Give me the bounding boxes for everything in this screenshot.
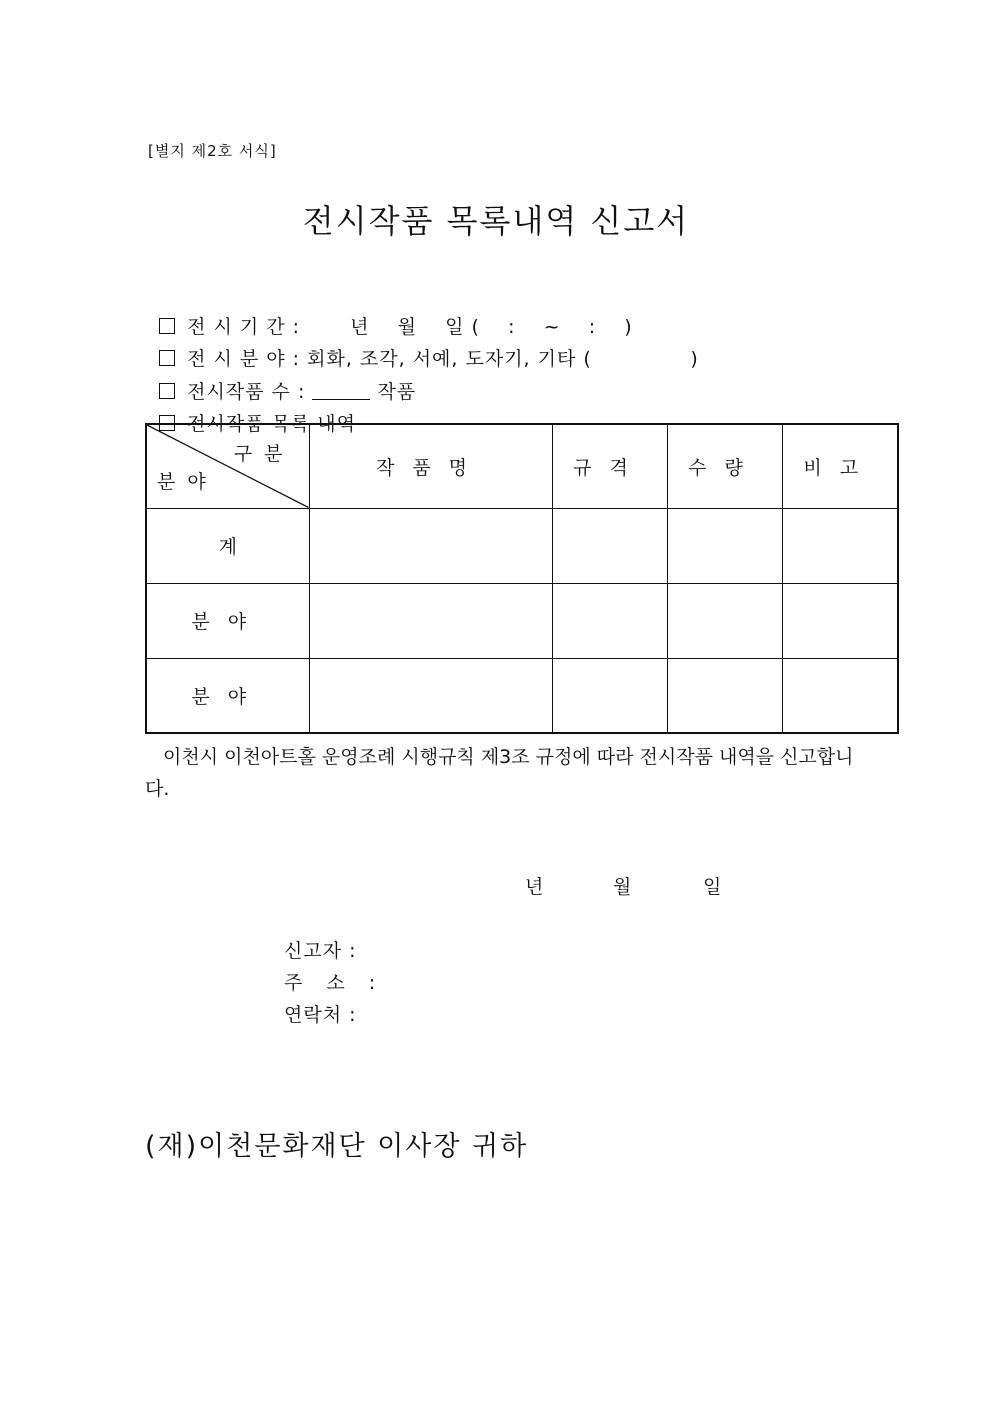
table-cell[interactable]	[782, 583, 898, 658]
table-cell[interactable]	[309, 583, 552, 658]
table-cell[interactable]	[552, 658, 667, 733]
header-remarks: 비고	[782, 424, 898, 508]
row-label-total: 계	[146, 508, 309, 583]
table-row	[146, 508, 898, 583]
addressee: (재)이천문화재단 이사장 귀하	[145, 1131, 529, 1162]
period-label: 전 시 기 간 :	[187, 316, 301, 338]
table-row	[146, 658, 898, 733]
date-month: 월	[613, 876, 633, 898]
date-day: 일	[703, 876, 723, 898]
field-label: 전 시 분 야 :	[187, 348, 301, 370]
table-cell[interactable]	[552, 583, 667, 658]
table-cell[interactable]	[309, 658, 552, 733]
period-value: 년 월 일 ( : ~ : )	[350, 316, 633, 338]
artwork-table	[145, 423, 899, 734]
header-quantity: 수량	[667, 424, 782, 508]
table-cell[interactable]	[782, 658, 898, 733]
declaration-text: 이천시 이천아트홀 운영조례 시행규칙 제3조 규정에 따라 전시작품 내역을 신고합니다.	[145, 746, 854, 800]
date-year: 년	[525, 876, 545, 898]
corner-top-label: 구분	[233, 443, 295, 465]
table-cell[interactable]	[782, 508, 898, 583]
count-label: 전시작품 수 :	[187, 381, 306, 403]
header-size: 규격	[552, 424, 667, 508]
table-header-row	[146, 424, 898, 508]
row-label-field: 분야	[146, 583, 309, 658]
row-label-field: 분야	[146, 658, 309, 733]
count-unit: 작품	[377, 381, 417, 403]
list-label: 전시작품 목록 내역	[187, 413, 357, 435]
header-title: 작품명	[309, 424, 552, 508]
address-label: 주 소 :	[284, 972, 385, 994]
table-cell[interactable]	[552, 508, 667, 583]
table-cell[interactable]	[667, 508, 782, 583]
field-value: 회화, 조각, 서예, 도자기, 기타 ( )	[307, 348, 699, 370]
corner-bottom-label: 분야	[157, 470, 218, 493]
table-cell[interactable]	[667, 658, 782, 733]
table-cell[interactable]	[309, 508, 552, 583]
document-title: 전시작품 목록내역 신고서	[302, 202, 690, 240]
table-row	[146, 583, 898, 658]
table-cell[interactable]	[667, 583, 782, 658]
reporter-label: 신고자 :	[284, 940, 357, 962]
contact-label: 연락처 :	[284, 1004, 357, 1026]
form-number: [별지 제2호 서식]	[148, 142, 277, 160]
corner-header-cell	[146, 424, 309, 508]
